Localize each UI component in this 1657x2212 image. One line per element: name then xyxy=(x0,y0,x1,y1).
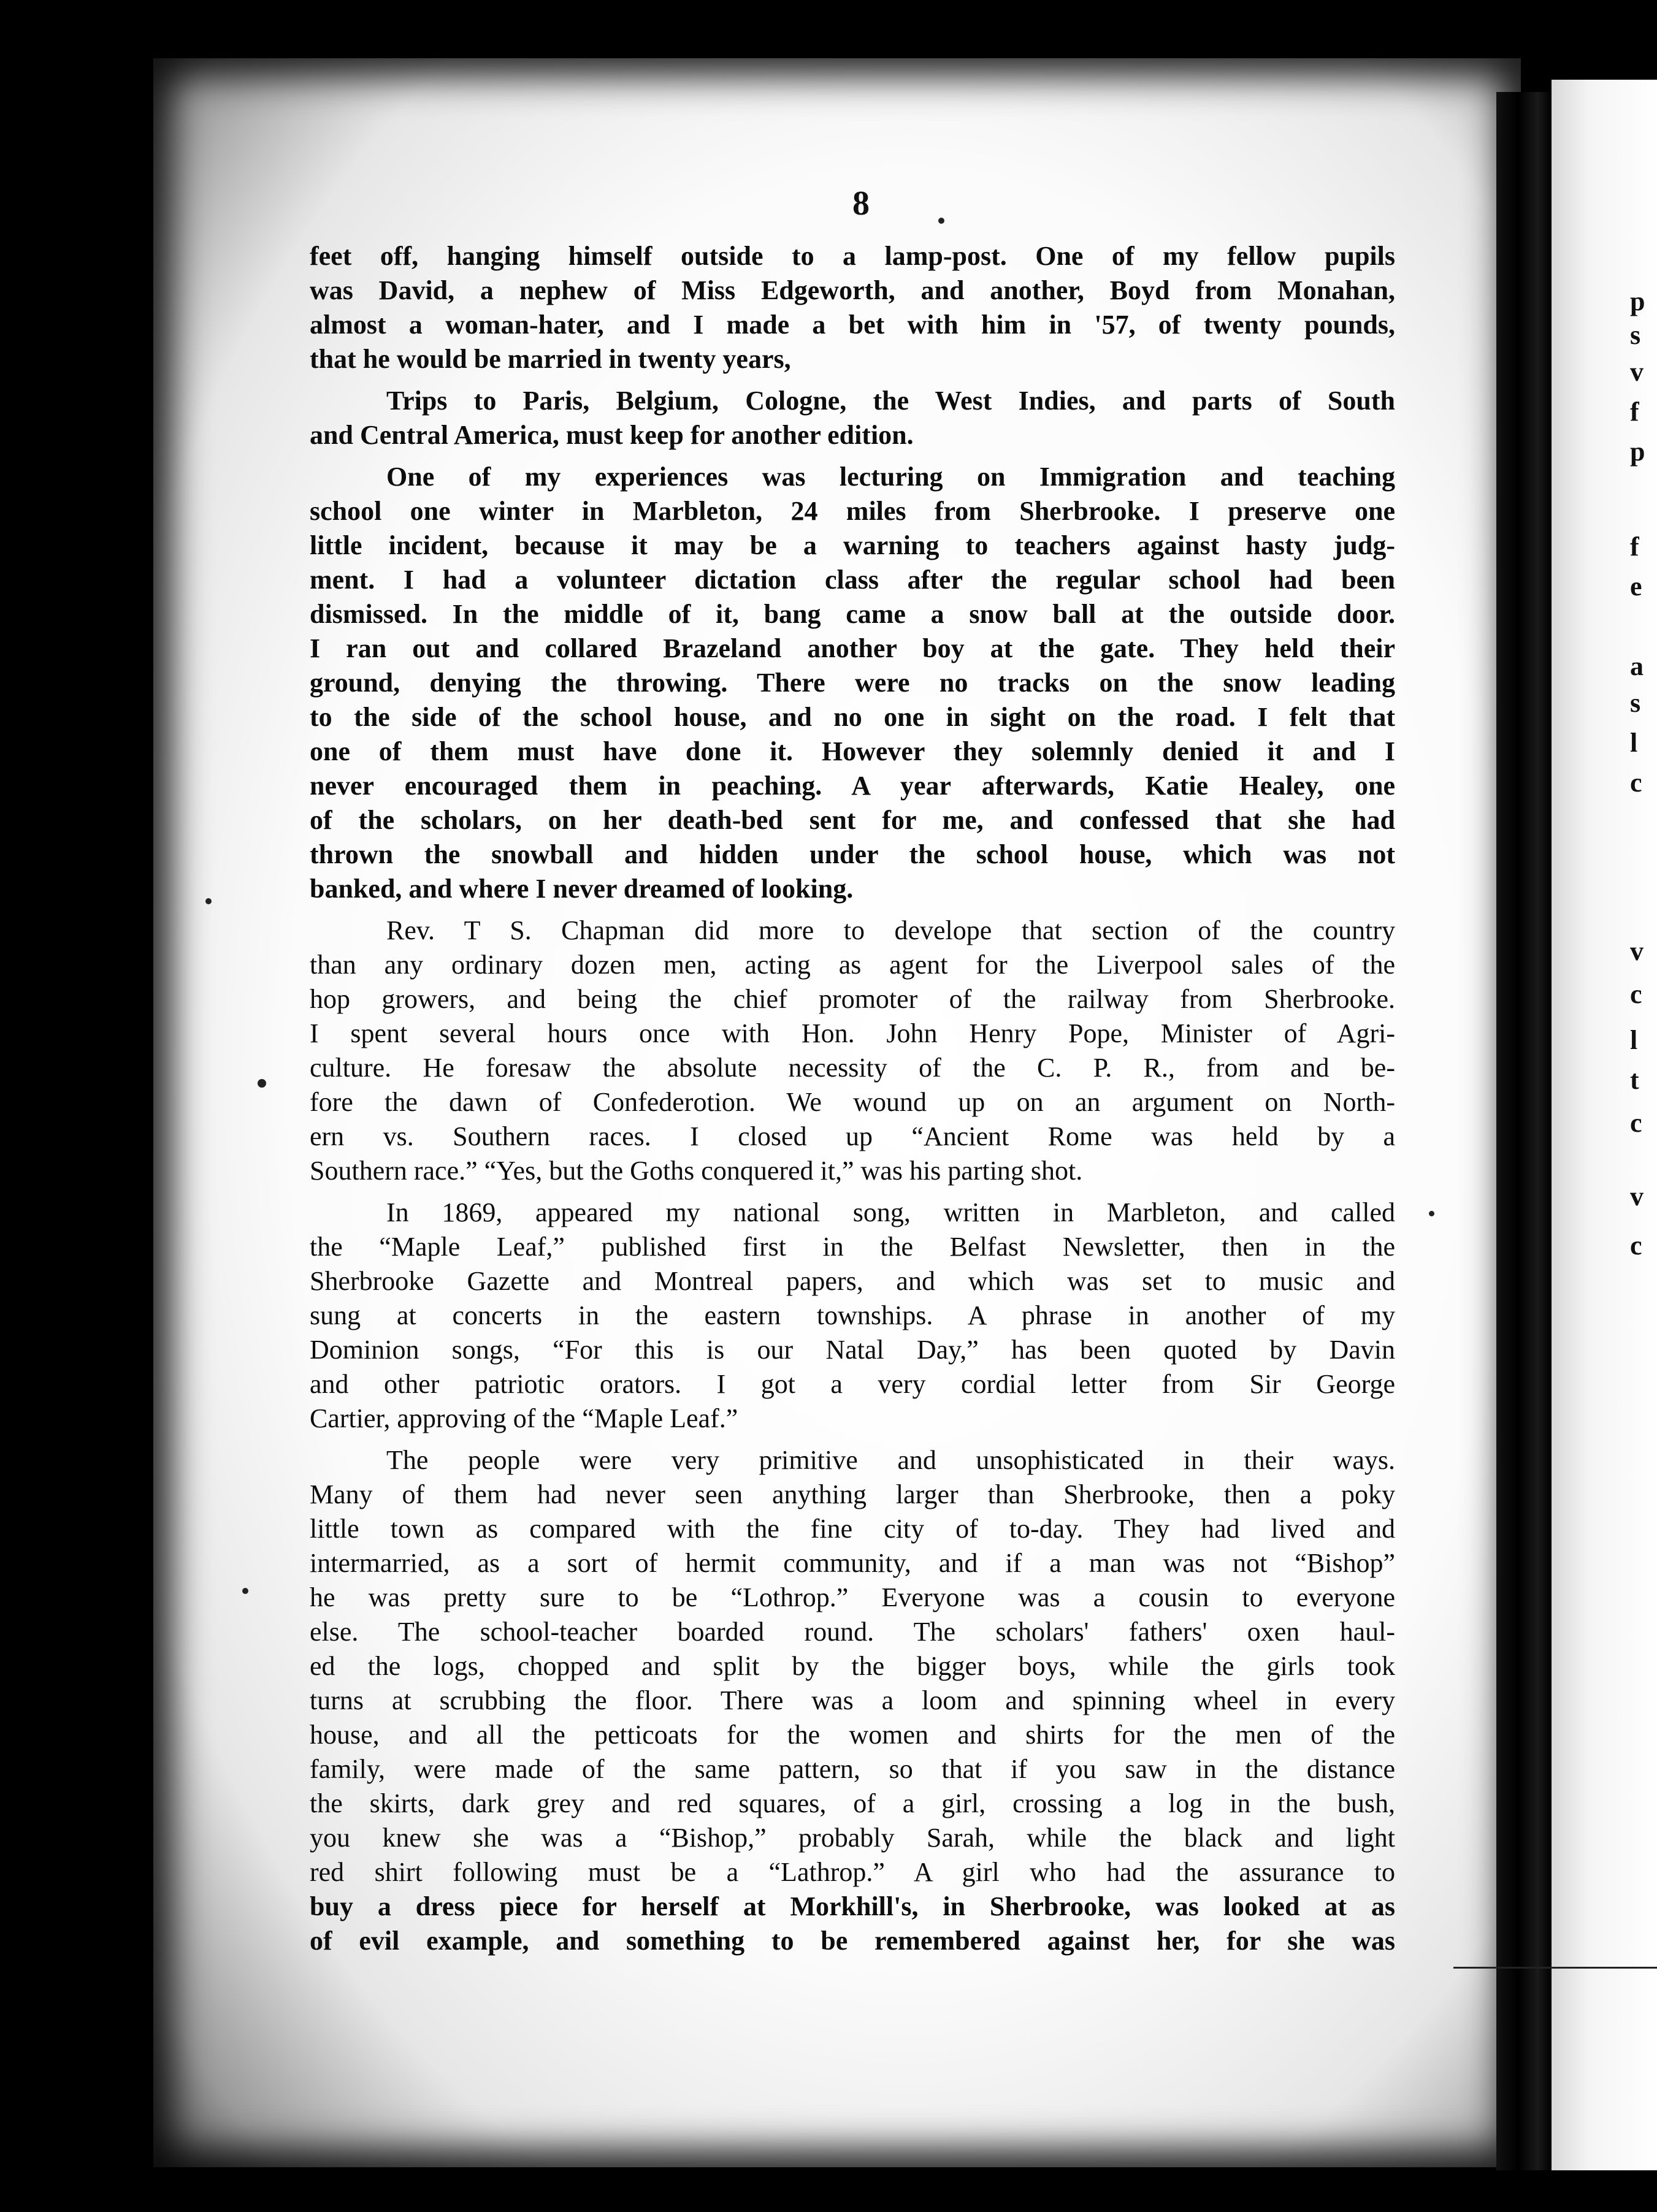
text-line: never encouraged them in peaching. A year afterwards, Katie Healey, one xyxy=(310,771,1395,801)
text-line: that he would be married in twenty years, xyxy=(310,344,791,374)
text-line: ment. I had a volunteer dictation class after the regular school had been xyxy=(310,565,1395,595)
adjacent-page-fragment: s xyxy=(1630,320,1641,350)
adjacent-page-fragment: f xyxy=(1630,397,1639,427)
paragraph xyxy=(310,460,1395,906)
text-line: feet off, hanging himself outside to a lamp-post. One of my fellow pupils xyxy=(310,241,1395,271)
text-line: to the side of the school house, and no one in sight on the road. I felt that xyxy=(310,702,1395,732)
text-line: one of them must have done it. However they solemnly denied it and I xyxy=(310,736,1395,766)
adjacent-page-fragment: a xyxy=(1630,651,1644,681)
text-line: Southern race.” “Yes, but the Goths conquered it,” was his parting shot. xyxy=(310,1156,1083,1186)
text-line: thrown the snowball and hidden under the school house, which was not xyxy=(310,839,1395,869)
scan-speck xyxy=(258,1079,266,1088)
body-text xyxy=(310,239,1395,1966)
book-gutter xyxy=(1496,92,1552,2170)
adjacent-page-fragment: c xyxy=(1630,768,1642,798)
paragraph xyxy=(310,239,1395,376)
text-line: ern vs. Southern races. I closed up “Ancient Rome was held by a xyxy=(310,1121,1395,1151)
text-line: buy a dress piece for herself at Morkhill's, in Sherbrooke, was looked at as xyxy=(310,1891,1395,1921)
scan-speck xyxy=(938,218,944,224)
adjacent-page xyxy=(1552,80,1657,2170)
text-line: ed the logs, chopped and split by the bigger boys, while the girls took xyxy=(310,1651,1395,1681)
text-line: Rev. T S. Chapman did more to develope that section of the country xyxy=(386,915,1395,945)
text-line: and other patriotic orators. I got a very cordial letter from Sir George xyxy=(310,1369,1395,1399)
paragraph xyxy=(310,384,1395,452)
paragraph xyxy=(310,1196,1395,1436)
adjacent-page-fragment: p xyxy=(1630,286,1645,316)
text-line: ground, denying the throwing. There were no tracks on the snow leading xyxy=(310,668,1395,698)
adjacent-page-fragment: f xyxy=(1630,532,1639,562)
text-line: intermarried, as a sort of hermit community, and if a man was not “Bishop” xyxy=(310,1548,1395,1578)
text-line: the skirts, dark grey and red squares, of a girl, crossing a log in the bush, xyxy=(310,1788,1395,1818)
text-line: hop growers, and being the chief promoter of the railway from Sherbrooke. xyxy=(310,984,1395,1014)
text-line: Cartier, approving of the “Maple Leaf.” xyxy=(310,1403,738,1433)
adjacent-page-fragment: c xyxy=(1630,1230,1642,1260)
adjacent-page-fragment: t xyxy=(1630,1065,1639,1095)
adjacent-page-fragment: c xyxy=(1630,1108,1642,1138)
text-line: Trips to Paris, Belgium, Cologne, the West Indies, and parts of South xyxy=(386,386,1395,416)
text-line: turns at scrubbing the floor. There was a loom and spinning wheel in every xyxy=(310,1685,1395,1715)
text-line: Sherbrooke Gazette and Montreal papers, and which was set to music and xyxy=(310,1266,1395,1296)
adjacent-page-fragment: v xyxy=(1630,1181,1644,1211)
text-line: dismissed. In the middle of it, bang came a snow ball at the outside door. xyxy=(310,599,1395,629)
scan-speck xyxy=(205,898,212,904)
text-line: than any ordinary dozen men, acting as agent for the Liverpool sales of the xyxy=(310,950,1395,980)
text-line: and Central America, must keep for another edition. xyxy=(310,420,914,450)
scan-rule-line xyxy=(1453,1967,1657,1969)
paragraph xyxy=(310,1443,1395,1958)
adjacent-page-fragment: v xyxy=(1630,357,1644,387)
text-line: fore the dawn of Confederotion. We wound up on an argument on North- xyxy=(310,1087,1395,1117)
page-number: 8 xyxy=(852,185,870,223)
adjacent-page-fragment: v xyxy=(1630,936,1644,966)
adjacent-page-fragment: l xyxy=(1630,728,1638,758)
text-line: One of my experiences was lecturing on Immigration and teaching xyxy=(386,462,1395,492)
text-line: house, and all the petticoats for the women and shirts for the men of the xyxy=(310,1720,1395,1750)
text-line: little town as compared with the fine city of to-day. They had lived and xyxy=(310,1514,1395,1544)
text-line: In 1869, appeared my national song, written in Marbleton, and called xyxy=(386,1197,1395,1227)
text-line: family, were made of the same pattern, so that if you saw in the distance xyxy=(310,1754,1395,1784)
adjacent-page-fragment: c xyxy=(1630,979,1642,1009)
adjacent-page-fragment: e xyxy=(1630,571,1642,601)
text-line: culture. He foresaw the absolute necessity of the C. P. R., from and be- xyxy=(310,1053,1395,1083)
text-line: I spent several hours once with Hon. John Henry Pope, Minister of Agri- xyxy=(310,1018,1395,1048)
adjacent-page-fragment: l xyxy=(1630,1025,1638,1055)
text-line: he was pretty sure to be “Lothrop.” Everyone was a cousin to everyone xyxy=(310,1582,1395,1612)
text-line: red shirt following must be a “Lathrop.” A girl who had the assurance to xyxy=(310,1857,1395,1887)
text-line: Many of them had never seen anything larger than Sherbrooke, then a poky xyxy=(310,1479,1395,1509)
text-line: the “Maple Leaf,” published first in the Belfast Newsletter, then in the xyxy=(310,1232,1395,1262)
scan-speck xyxy=(242,1588,248,1594)
text-line: you knew she was a “Bishop,” probably Sarah, while the black and light xyxy=(310,1823,1395,1853)
text-line: school one winter in Marbleton, 24 miles from Sherbrooke. I preserve one xyxy=(310,496,1395,526)
text-line: The people were very primitive and unsophisticated in their ways. xyxy=(386,1445,1395,1475)
text-line: I ran out and collared Brazeland another boy at the gate. They held their xyxy=(310,633,1395,663)
text-line: else. The school-teacher boarded round. The scholars' fathers' oxen haul- xyxy=(310,1617,1395,1647)
adjacent-page-fragment: s xyxy=(1630,688,1641,718)
text-line: of the scholars, on her death-bed sent for me, and confessed that she had xyxy=(310,805,1395,835)
text-line: almost a woman-hater, and I made a bet with him in '57, of twenty pounds, xyxy=(310,310,1395,340)
text-line: of evil example, and something to be remembered against her, for she was xyxy=(310,1926,1395,1956)
text-line: was David, a nephew of Miss Edgeworth, and another, Boyd from Monahan, xyxy=(310,275,1395,305)
text-line: banked, and where I never dreamed of looking. xyxy=(310,874,854,904)
scan-speck xyxy=(1429,1211,1434,1216)
paragraph xyxy=(310,913,1395,1188)
text-line: sung at concerts in the eastern townships. A phrase in another of my xyxy=(310,1300,1395,1330)
adjacent-page-fragment: p xyxy=(1630,437,1645,467)
text-line: Dominion songs, “For this is our Natal Day,” has been quoted by Davin xyxy=(310,1335,1395,1365)
text-line: little incident, because it may be a warning to teachers against hasty judg- xyxy=(310,530,1395,560)
